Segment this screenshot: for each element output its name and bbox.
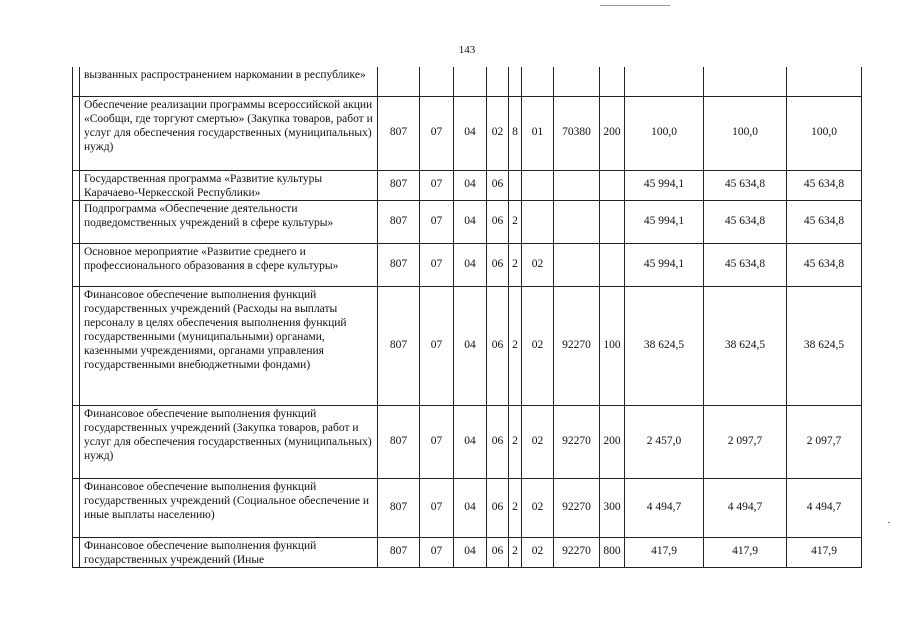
row-description: Обеспечение реализации программы всероссийской акции «Сообщи, где торгуют смертью» (Закупка товаров, работ и услуг для обеспечения государственных (муниципальных) нужд) <box>80 96 378 170</box>
program-code-cell <box>487 67 509 96</box>
amount-year-3-cell <box>787 67 862 96</box>
table-row <box>73 537 862 567</box>
expense-type-code-cell <box>600 200 625 243</box>
event-code-cell: 02 <box>522 405 554 478</box>
section-code-cell: 07 <box>420 200 454 243</box>
amount-year-1-cell: 100,0 <box>625 96 704 170</box>
table-row <box>73 67 862 96</box>
expense-type-code-cell: 200 <box>600 96 625 170</box>
subsection-code-cell: 04 <box>454 200 487 243</box>
table-row <box>73 200 862 243</box>
ministry-code-cell: 807 <box>378 286 420 405</box>
row-description: Финансовое обеспечение выполнения функций государственных учреждений (Закупка товаров, работ и услуг для обеспечения государственных (муниципальных) нужд) <box>80 405 378 478</box>
ministry-code-cell <box>378 67 420 96</box>
ministry-code-cell: 807 <box>378 537 420 567</box>
ministry-code-cell: 807 <box>378 200 420 243</box>
event-code-cell: 02 <box>522 478 554 537</box>
row-marker-cell <box>73 478 80 537</box>
program-code-cell: 02 <box>487 96 509 170</box>
amount-year-1-cell: 45 994,1 <box>625 200 704 243</box>
amount-year-1-cell <box>625 67 704 96</box>
row-marker-cell <box>73 405 80 478</box>
program-code-cell: 06 <box>487 200 509 243</box>
direction-code-cell: 70380 <box>554 96 600 170</box>
subprogram-code-cell: 2 <box>509 537 522 567</box>
row-marker-cell <box>73 243 80 286</box>
table-row <box>73 478 862 537</box>
row-marker-cell <box>73 96 80 170</box>
amount-year-2-cell: 38 624,5 <box>704 286 787 405</box>
row-description: вызванных распространением наркомании в республике» <box>80 67 378 96</box>
event-code-cell <box>522 67 554 96</box>
section-code-cell: 07 <box>420 286 454 405</box>
direction-code-cell <box>554 243 600 286</box>
amount-year-2-cell: 45 634,8 <box>704 200 787 243</box>
amount-year-2-cell: 417,9 <box>704 537 787 567</box>
row-marker-cell <box>73 537 80 567</box>
subprogram-code-cell: 2 <box>509 200 522 243</box>
ministry-code-cell: 807 <box>378 96 420 170</box>
amount-year-3-cell: 4 494,7 <box>787 478 862 537</box>
amount-year-3-cell: 100,0 <box>787 96 862 170</box>
direction-code-cell <box>554 67 600 96</box>
table-row <box>73 243 862 286</box>
event-code-cell: 01 <box>522 96 554 170</box>
subsection-code-cell <box>454 67 487 96</box>
section-code-cell: 07 <box>420 405 454 478</box>
expense-type-code-cell <box>600 243 625 286</box>
amount-year-1-cell: 417,9 <box>625 537 704 567</box>
scan-edge-line <box>600 5 670 6</box>
row-description: Государственная программа «Развитие культуры Карачаево-Черкесской Республики» <box>80 170 378 200</box>
table-row <box>73 96 862 170</box>
ministry-code-cell: 807 <box>378 405 420 478</box>
program-code-cell: 06 <box>487 243 509 286</box>
amount-year-1-cell: 45 994,1 <box>625 170 704 200</box>
subprogram-code-cell: 2 <box>509 286 522 405</box>
subsection-code-cell: 04 <box>454 96 487 170</box>
ministry-code-cell: 807 <box>378 170 420 200</box>
amount-year-2-cell: 45 634,8 <box>704 243 787 286</box>
table-body <box>73 67 862 567</box>
subprogram-code-cell: 2 <box>509 405 522 478</box>
section-code-cell: 07 <box>420 170 454 200</box>
subsection-code-cell: 04 <box>454 478 487 537</box>
program-code-cell: 06 <box>487 478 509 537</box>
row-marker-cell <box>73 286 80 405</box>
page-number: 143 <box>458 44 476 56</box>
section-code-cell: 07 <box>420 478 454 537</box>
event-code-cell: 02 <box>522 286 554 405</box>
subsection-code-cell: 04 <box>454 243 487 286</box>
amount-year-1-cell: 45 994,1 <box>625 243 704 286</box>
subprogram-code-cell: 2 <box>509 243 522 286</box>
row-description: Подпрограмма «Обеспечение деятельности подведомственных учреждений в сфере культуры» <box>80 200 378 243</box>
section-code-cell: 07 <box>420 243 454 286</box>
row-description: Основное мероприятие «Развитие среднего и профессионального образования в сфере культуры» <box>80 243 378 286</box>
expense-type-code-cell <box>600 170 625 200</box>
event-code-cell <box>522 170 554 200</box>
program-code-cell: 06 <box>487 286 509 405</box>
amount-year-3-cell: 2 097,7 <box>787 405 862 478</box>
program-code-cell: 06 <box>487 170 509 200</box>
direction-code-cell: 92270 <box>554 478 600 537</box>
expense-type-code-cell: 300 <box>600 478 625 537</box>
subsection-code-cell: 04 <box>454 170 487 200</box>
subprogram-code-cell <box>509 170 522 200</box>
direction-code-cell: 92270 <box>554 405 600 478</box>
subsection-code-cell: 04 <box>454 286 487 405</box>
amount-year-3-cell: 417,9 <box>787 537 862 567</box>
amount-year-2-cell: 45 634,8 <box>704 170 787 200</box>
section-code-cell <box>420 67 454 96</box>
table-row <box>73 170 862 200</box>
amount-year-1-cell: 4 494,7 <box>625 478 704 537</box>
budget-table <box>72 67 862 568</box>
amount-year-3-cell: 45 634,8 <box>787 200 862 243</box>
scan-artifact <box>888 522 890 523</box>
amount-year-3-cell: 45 634,8 <box>787 243 862 286</box>
amount-year-2-cell: 100,0 <box>704 96 787 170</box>
amount-year-1-cell: 38 624,5 <box>625 286 704 405</box>
direction-code-cell: 92270 <box>554 537 600 567</box>
expense-type-code-cell <box>600 67 625 96</box>
row-description: Финансовое обеспечение выполнения функций государственных учреждений (Расходы на выплаты персоналу в целях обеспечения выполнения функций государственными (муниципальными) органами, казенными учреждениями, органами управления государственными внебюджетными фондами) <box>80 286 378 405</box>
subsection-code-cell: 04 <box>454 537 487 567</box>
amount-year-3-cell: 38 624,5 <box>787 286 862 405</box>
direction-code-cell <box>554 170 600 200</box>
table-row <box>73 405 862 478</box>
ministry-code-cell: 807 <box>378 243 420 286</box>
section-code-cell: 07 <box>420 96 454 170</box>
subsection-code-cell: 04 <box>454 405 487 478</box>
row-description: Финансовое обеспечение выполнения функций государственных учреждений (Иные <box>80 537 378 567</box>
subprogram-code-cell <box>509 67 522 96</box>
amount-year-1-cell: 2 457,0 <box>625 405 704 478</box>
row-marker-cell <box>73 200 80 243</box>
expense-type-code-cell: 800 <box>600 537 625 567</box>
program-code-cell: 06 <box>487 405 509 478</box>
amount-year-2-cell: 4 494,7 <box>704 478 787 537</box>
direction-code-cell: 92270 <box>554 286 600 405</box>
subprogram-code-cell: 8 <box>509 96 522 170</box>
amount-year-3-cell: 45 634,8 <box>787 170 862 200</box>
table-row <box>73 286 862 405</box>
section-code-cell: 07 <box>420 537 454 567</box>
program-code-cell: 06 <box>487 537 509 567</box>
amount-year-2-cell <box>704 67 787 96</box>
event-code-cell <box>522 200 554 243</box>
direction-code-cell <box>554 200 600 243</box>
subprogram-code-cell: 2 <box>509 478 522 537</box>
expense-type-code-cell: 200 <box>600 405 625 478</box>
ministry-code-cell: 807 <box>378 478 420 537</box>
amount-year-2-cell: 2 097,7 <box>704 405 787 478</box>
event-code-cell: 02 <box>522 537 554 567</box>
row-marker-cell <box>73 67 80 96</box>
event-code-cell: 02 <box>522 243 554 286</box>
row-marker-cell <box>73 170 80 200</box>
expense-type-code-cell: 100 <box>600 286 625 405</box>
row-description: Финансовое обеспечение выполнения функций государственных учреждений (Социальное обеспечение и иные выплаты населению) <box>80 478 378 537</box>
